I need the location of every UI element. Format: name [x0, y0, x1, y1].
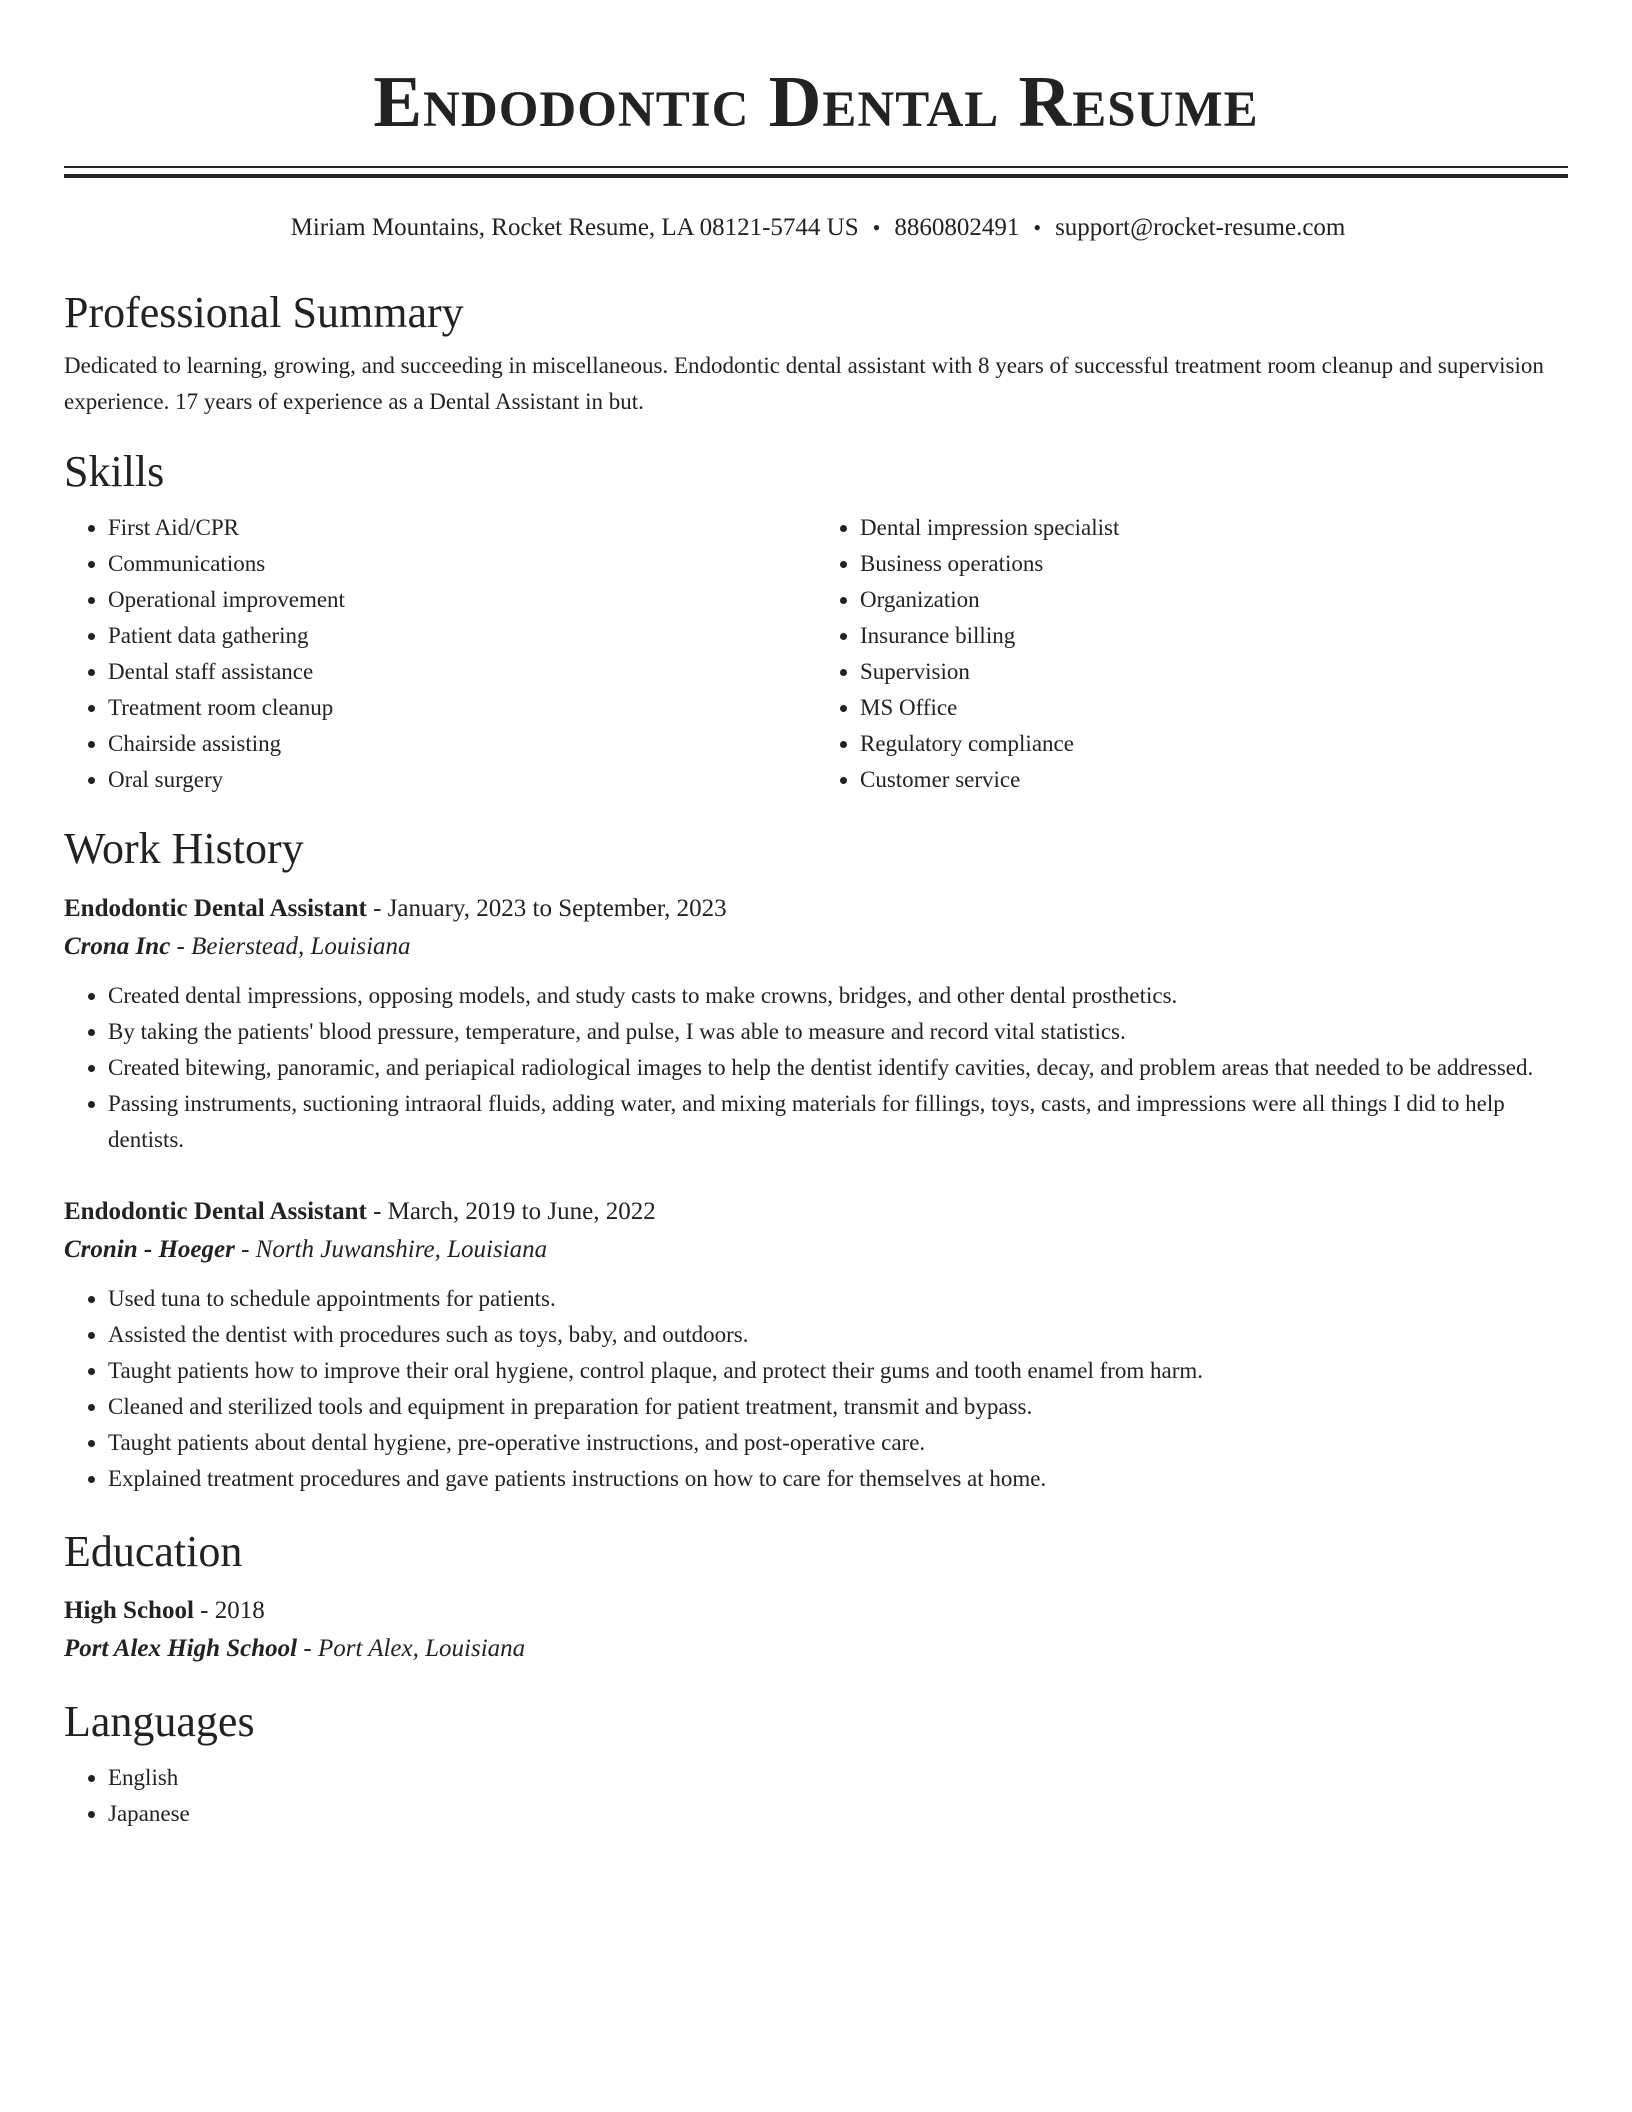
title-divider-thick — [64, 174, 1568, 178]
job-location: - North Juwanshire, Louisiana — [234, 1236, 548, 1263]
skill-item: • Organization — [860, 582, 1568, 618]
contact-phone: 8860802491 — [894, 214, 1020, 241]
languages-section — [64, 1694, 1568, 1832]
education-location: - Port Alex, Louisiana — [297, 1635, 526, 1662]
skill-item: • Business operations — [860, 546, 1568, 582]
skill-item: • Dental staff assistance — [108, 654, 816, 690]
languages-heading: Languages — [64, 1697, 255, 1746]
summary-section — [64, 285, 1568, 420]
education-degree: High School — [64, 1597, 194, 1624]
contact-email: support@rocket-resume.com — [1055, 214, 1346, 241]
skill-item: • Customer service — [860, 762, 1568, 798]
title-divider-thin — [64, 166, 1568, 168]
job-company-line — [64, 1231, 1568, 1269]
languages-list — [64, 1760, 1568, 1832]
skill-item: • MS Office — [860, 690, 1568, 726]
job-bullet: • Cleaned and sterilized tools and equipment in preparation for patient treatment, transmit and bypass. — [108, 1389, 1568, 1425]
job-bullet: • Assisted the dentist with procedures such as toys, baby, and outdoors. — [108, 1317, 1568, 1353]
job-bullet: • By taking the patients' blood pressure, temperature, and pulse, I was able to measure and record vital statistics. — [108, 1014, 1568, 1050]
job-bullet: • Created dental impressions, opposing models, and study casts to make crowns, bridges, and other dental prosthetics. — [108, 978, 1568, 1014]
job-company-line — [64, 928, 1568, 966]
job-entry — [64, 890, 1568, 1158]
summary-text: Dedicated to learning, growing, and succeeding in miscellaneous. Endodontic dental assistant with 8 years of successful treatment room cleanup and supervision experience. 17 years of experience as a Dental Assistant in but. — [64, 353, 1544, 414]
skill-item: • Treatment room cleanup — [108, 690, 816, 726]
education-school: Port Alex High School — [64, 1635, 298, 1662]
job-entry — [64, 1193, 1568, 1497]
job-bullet: • Passing instruments, suctioning intraoral fluids, adding water, and mixing materials for fillings, toys, casts, and impressions were all things I did to help dentists. — [108, 1086, 1568, 1158]
contact-line — [64, 212, 1568, 244]
education-school-line — [64, 1630, 1568, 1668]
skills-section — [64, 444, 1568, 798]
education-section — [64, 1524, 1568, 1668]
job-title: Endodontic Dental Assistant — [64, 1198, 367, 1225]
contact-separator: • — [1033, 215, 1042, 240]
job-bullets — [64, 1281, 1568, 1497]
job-company: Cronin - Hoeger — [64, 1236, 235, 1263]
summary-heading: Professional Summary — [64, 288, 464, 337]
job-location: - Beierstead, Louisiana — [170, 933, 411, 960]
contact-separator: • — [872, 215, 881, 240]
job-bullet: • Taught patients how to improve their oral hygiene, control plaque, and protect their gums and tooth enamel from harm. — [108, 1353, 1568, 1389]
job-dates: - March, 2019 to June, 2022 — [366, 1198, 656, 1225]
skill-item: • Patient data gathering — [108, 618, 816, 654]
skills-list-right — [816, 510, 1568, 798]
skill-item: • Chairside assisting — [108, 726, 816, 762]
skill-item: • Insurance billing — [860, 618, 1568, 654]
education-entry — [64, 1592, 1568, 1668]
skill-item: • Regulatory compliance — [860, 726, 1568, 762]
skills-list-left — [64, 510, 816, 798]
job-bullet: • Taught patients about dental hygiene, pre-operative instructions, and post-operative care. — [108, 1425, 1568, 1461]
job-bullet: • Used tuna to schedule appointments for patients. — [108, 1281, 1568, 1317]
contact-address: Miriam Mountains, Rocket Resume, LA 08121-5744 US — [290, 214, 859, 241]
work-history-section — [64, 821, 1568, 1497]
skill-item: • Communications — [108, 546, 816, 582]
skill-item: • Operational improvement — [108, 582, 816, 618]
education-heading: Education — [64, 1527, 243, 1576]
job-title-line — [64, 890, 1568, 928]
job-bullets — [64, 978, 1568, 1158]
job-bullet: • Explained treatment procedures and gave patients instructions on how to care for themselves at home. — [108, 1461, 1568, 1497]
education-degree-line — [64, 1592, 1568, 1630]
job-title-line — [64, 1193, 1568, 1231]
language-item: • English — [108, 1760, 1568, 1796]
skills-heading: Skills — [64, 447, 165, 496]
skills-columns — [64, 510, 1568, 798]
work-history-heading: Work History — [64, 824, 304, 873]
job-company: Crona Inc — [64, 933, 171, 960]
skill-item: • Supervision — [860, 654, 1568, 690]
job-dates: - January, 2023 to September, 2023 — [366, 895, 727, 922]
job-title: Endodontic Dental Assistant — [64, 895, 367, 922]
skill-item: • Oral surgery — [108, 762, 816, 798]
skill-item: • First Aid/CPR — [108, 510, 816, 546]
language-item: • Japanese — [108, 1796, 1568, 1832]
skill-item: • Dental impression specialist — [860, 510, 1568, 546]
education-year: - 2018 — [193, 1597, 265, 1624]
job-bullet: • Created bitewing, panoramic, and periapical radiological images to help the dentist identify cavities, decay, and problem areas that needed to be addressed. — [108, 1050, 1568, 1086]
resume-title: Endodontic Dental Resume — [373, 61, 1259, 142]
